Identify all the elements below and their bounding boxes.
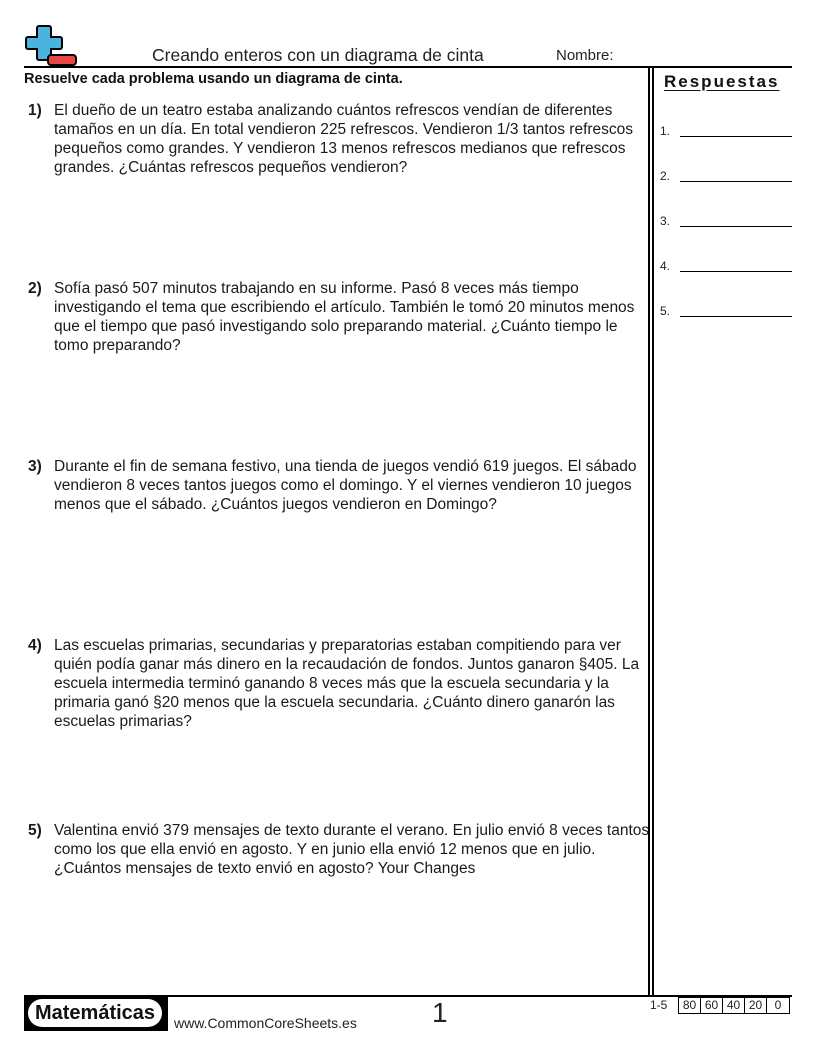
problem-number: 5): [28, 822, 42, 839]
instructions: Resuelve cada problema usando un diagrama de cinta.: [24, 71, 403, 87]
site-url: www.CommonCoreSheets.es: [174, 1015, 357, 1031]
answer-label: 3.: [660, 214, 671, 228]
header-divider: [24, 66, 792, 68]
answer-blank[interactable]: [680, 136, 792, 137]
score-cell: 80: [679, 998, 701, 1013]
name-label: Nombre:: [556, 47, 614, 64]
answer-row-5[interactable]: [660, 302, 792, 322]
answer-row-4[interactable]: [660, 257, 792, 277]
problem-number: 1): [28, 102, 42, 119]
answers-title: Respuestas: [664, 72, 780, 91]
answer-label: 1.: [660, 124, 671, 138]
answer-row-1[interactable]: [660, 122, 792, 142]
problem-text: El dueño de un teatro estaba analizando cuántos refrescos vendían de diferentes tamaños en un día. En total vendieron 225 refrescos. Vendieron 1/3 tantos refrescos pequeños como grandes. Y vendieron 13 menos refrescos medianos que refrescos grandes. ¿Cuántas refrescos pequeños vendieron?: [54, 102, 634, 176]
plus-minus-logo-icon: [24, 24, 80, 68]
problem-text: Sofía pasó 507 minutos trabajando en su informe. Pasó 8 veces más tiempo investigando el tema que escribiendo el artículo. También le tomó 20 minutos menos que el tiempo que pasó investigando solo preparando material. ¿Cuánto tiempo le tomo preparando?: [54, 280, 635, 354]
score-cell: 20: [745, 998, 767, 1013]
answer-blank[interactable]: [680, 316, 792, 317]
problem-number: 2): [28, 280, 42, 297]
answer-blank[interactable]: [680, 226, 792, 227]
problem-number: 4): [28, 637, 42, 654]
answer-blank[interactable]: [680, 271, 792, 272]
problem-text: Durante el fin de semana festivo, una tienda de juegos vendió 619 juegos. El sábado vendieron 8 veces tantos juegos como el domingo. Y el viernes vendieron 10 juegos menos que el sábado. ¿Cuántos juegos vendieron en Domingo?: [54, 458, 637, 513]
answer-row-2[interactable]: [660, 167, 792, 187]
answer-blank[interactable]: [680, 181, 792, 182]
problem-text: Las escuelas primarias, secundarias y preparatorias estaban compitiendo para ver quién podía ganar más dinero en la recaudación de fondos. Juntos ganaron §405. La escuela intermedia terminó ganando 8 veces más que la escuela secundaria y la primaria ganó §20 menos que la escuela secundaria. ¿Cuánto dinero ganarón las escuelas primarias?: [54, 637, 640, 730]
answer-row-3[interactable]: [660, 212, 792, 232]
worksheet-title: Creando enteros con un diagrama de cinta: [152, 45, 484, 65]
score-cell: 0: [774, 998, 782, 1012]
answer-label: 5.: [660, 304, 671, 318]
column-divider: [652, 68, 654, 996]
brand-label: Matemáticas: [28, 999, 162, 1027]
score-cell: 40: [723, 998, 745, 1013]
score-cell: 60: [701, 998, 723, 1013]
score-range-label: 1-5: [650, 998, 668, 1012]
problem-text: Valentina envió 379 mensajes de texto durante el verano. En julio envió 8 veces tantos como los que ella envió en agosto. Y en junio ella envió 12 menos que en julio. ¿Cuántos mensajes de texto envió en agosto? Your Changes: [54, 822, 650, 877]
score-table: [678, 997, 790, 1014]
answer-label: 4.: [660, 259, 671, 273]
problem-number: 3): [28, 458, 42, 475]
page-number: 1: [432, 997, 448, 1028]
answer-label: 2.: [660, 169, 671, 183]
